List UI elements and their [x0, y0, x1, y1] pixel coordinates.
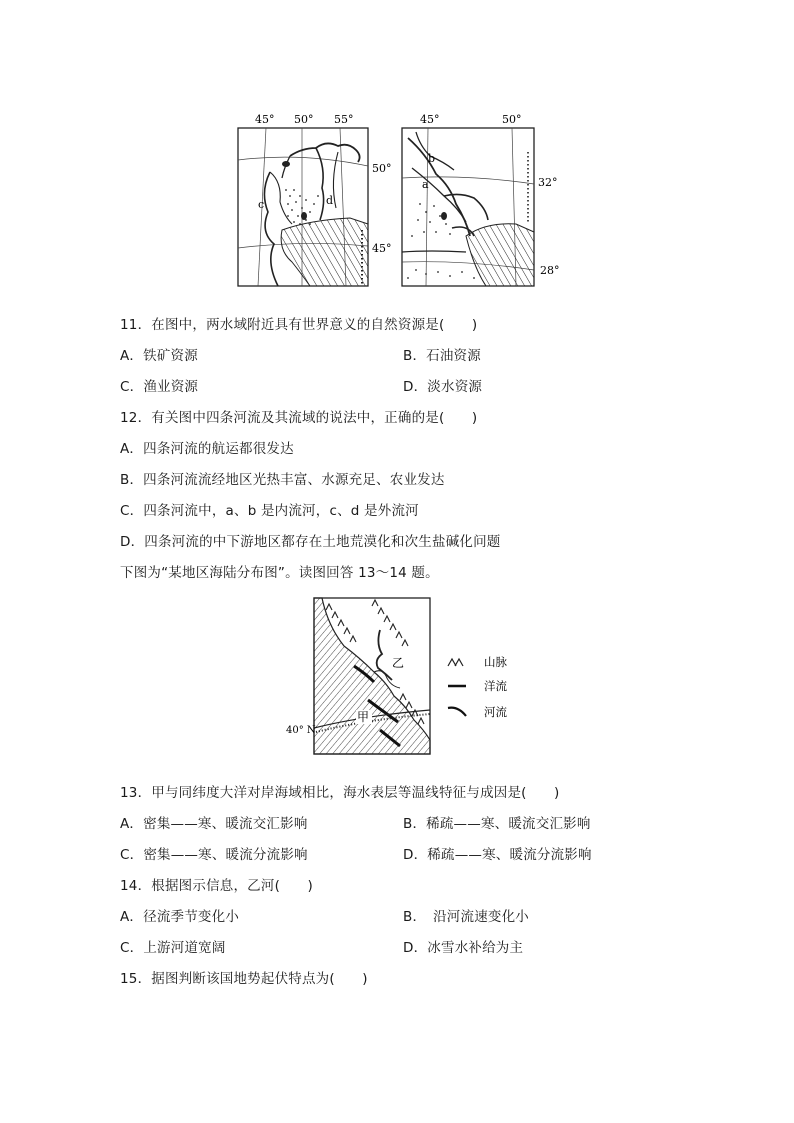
lon-label-50: 50°	[294, 113, 314, 126]
place-label-jia: 甲	[357, 710, 370, 724]
question-11-option-d[interactable]: D．淡水资源	[403, 379, 483, 395]
question-13-option-d[interactable]: D．稀疏——寒、暖流分流影响	[403, 847, 592, 863]
question-13-stem: 13．甲与同纬度大洋对岸海域相比，海水表层等温线特征与成因是( )	[120, 785, 560, 801]
river-label-b: b	[428, 152, 436, 165]
question-12-stem: 12．有关图中四条河流及其流域的说法中，正确的是( )	[120, 410, 478, 426]
question-14-stem: 14．根据图示信息，乙河( )	[120, 878, 313, 894]
lon-label-55: 55°	[334, 113, 354, 126]
question-14-option-a[interactable]: A．径流季节变化小	[120, 909, 240, 925]
lat-label-32: 32°	[538, 176, 558, 189]
question-14-option-d[interactable]: D．冰雪水补给为主	[403, 940, 524, 956]
question-14-option-b[interactable]: B． 沿河流速变化小	[403, 909, 530, 925]
legend-current-label: 洋流	[484, 679, 507, 693]
legend-river-label: 河流	[484, 705, 507, 719]
map-legend	[448, 655, 507, 719]
question-12-option-b[interactable]: B．四条河流流经地区光热丰富、水源充足、农业发达	[120, 472, 445, 488]
question-13-option-c[interactable]: C．密集——寒、暖流分流影响	[120, 847, 308, 863]
lon-label-50-right: 50°	[502, 113, 522, 126]
question-11-option-b[interactable]: B．石油资源	[403, 348, 481, 364]
question-15-stem: 15．据图判断该国地势起伏特点为( )	[120, 971, 368, 987]
lat-label-50: 50°	[372, 162, 392, 175]
legend-mountain-label: 山脉	[484, 655, 507, 669]
question-13-option-a[interactable]: A．密集——寒、暖流交汇影响	[120, 816, 308, 832]
river-label-c: c	[258, 198, 265, 211]
river-label-d: d	[326, 194, 334, 207]
question-11-option-a[interactable]: A．铁矿资源	[120, 348, 198, 364]
lat-label-28: 28°	[540, 264, 560, 277]
question-13-option-b[interactable]: B．稀疏——寒、暖流交汇影响	[403, 816, 591, 832]
river-legend-icon	[448, 708, 466, 716]
question-12-option-d[interactable]: D．四条河流的中下游地区都存在土地荒漠化和次生盐碱化问题	[120, 534, 501, 550]
question-11-option-c[interactable]: C．渔业资源	[120, 379, 199, 395]
lon-label-45: 45°	[255, 113, 275, 126]
question-12-option-a[interactable]: A．四条河流的航运都很发达	[120, 441, 294, 457]
right-map-panel	[402, 113, 560, 286]
question-12-option-c[interactable]: C．四条河流中，a、b 是内流河，c、d 是外流河	[120, 503, 419, 519]
caspian-persian-gulf-maps	[230, 112, 570, 292]
left-map-panel	[238, 113, 392, 286]
latitude-label-40n: 40° N	[286, 725, 316, 736]
place-label-yi: 乙	[392, 656, 405, 670]
lon-label-45-right: 45°	[420, 113, 440, 126]
river-label-a: a	[422, 178, 429, 191]
map-intro-text: 下图为“某地区海陆分布图”。读图回答 13～14 题。	[120, 565, 439, 581]
question-11-stem: 11．在图中，两水域附近具有世界意义的自然资源是( )	[120, 317, 478, 333]
mountain-legend-icon	[448, 659, 463, 666]
question-14-option-c[interactable]: C．上游河道宽阔	[120, 940, 226, 956]
lat-label-45: 45°	[372, 242, 392, 255]
coastal-region-map	[282, 596, 522, 758]
